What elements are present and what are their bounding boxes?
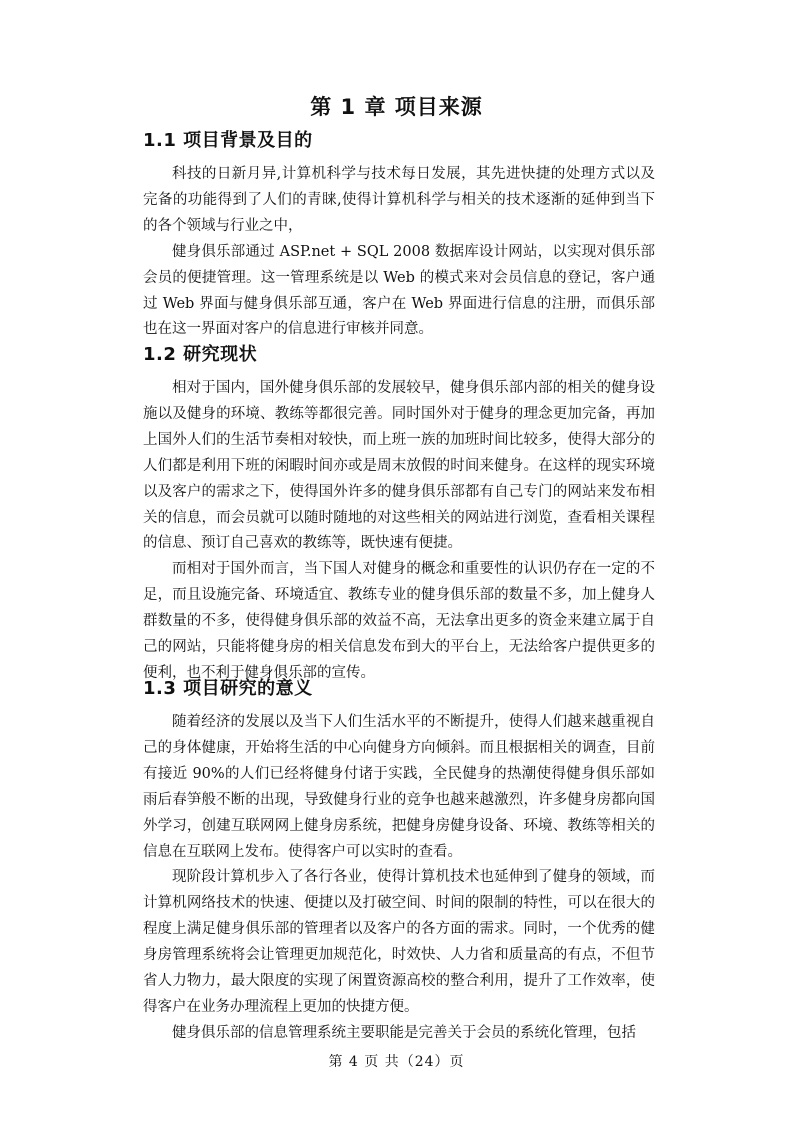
section-body-1-3 bbox=[143, 710, 655, 1047]
paragraph: 健身俱乐部的信息管理系统主要职能是完善关于会员的系统化管理，包括 bbox=[172, 1024, 636, 1041]
section-title-1-3: 1.3 项目研究的意义 bbox=[143, 678, 313, 699]
section-title-1-2: 1.2 研究现状 bbox=[143, 344, 258, 365]
paragraph: 健身俱乐部通过 ASP.net + SQL 2008 数据库设计网站，以实现对俱乐部会员的便捷管理。这一管理系统是以 Web 的模式来对会员信息的登记，客户通过 Web 界面与健身俱乐部互通，客户在 Web 界面进行信息的注册，而俱乐部也在这一界面对客户的信息进行审核并同意。 bbox=[143, 243, 655, 338]
paragraph: 而相对于国外而言，当下国人对健身的概念和重要性的认识仍存在一定的不足，而且设施完备、环境适宜、教练专业的健身俱乐部的数量不多，加上健身人群数量的不多，使得健身俱乐部的效益不高，无法拿出更多的资金来建立属于自己的网站，只能将健身房的相关信息发布到大的平台上，无法给客户提供更多的便利，也不利于健身俱乐部的宣传。 bbox=[143, 561, 655, 681]
page-footer: 第 4 页 共（24）页 bbox=[328, 1054, 465, 1070]
section-title-1-1: 1.1 项目背景及目的 bbox=[143, 130, 313, 151]
section-body-1-2 bbox=[143, 376, 655, 687]
paragraph: 相对于国内，国外健身俱乐部的发展较早，健身俱乐部内部的相关的健身设施以及健身的环境、教练等都很完善。同时国外对于健身的理念更加完备，再加上国外人们的生活节奏相对较快，而上班一族的加班时间比较多，使得大部分的人们都是利用下班的闲暇时间亦或是周末放假的时间来健身。在这样的现实环境以及客户的需求之下，使得国外许多的健身俱乐部都有自己专门的网站来发布相关的信息，而会员就可以随时随地的对这些相关的网站进行浏览，查看相关课程的信息、预订自己喜欢的教练等，既快速有便捷。 bbox=[143, 380, 655, 552]
section-body-1-1 bbox=[143, 162, 655, 343]
paragraph: 随着经济的发展以及当下人们生活水平的不断提升，使得人们越来越重视自己的身体健康，开始将生活的中心向健身方向倾斜。而且根据相关的调查，目前有接近 90%的人们已经将健身付诸于实践，全民健身的热潮使得健身俱乐部如雨后春笋般不断的出现，导致健身行业的竞争也越来越激烈，许多健身房都向国外学习，创建互联网网上健身房系统，把健身房健身设备、环境、教练等相关的信息在互联网上发布。使得客户可以实时的查看。 bbox=[143, 714, 655, 860]
paragraph: 科技的日新月异,计算机科学与技术每日发展，其先进快捷的处理方式以及完备的功能得到了人们的青睐,使得计算机科学与相关的技术逐渐的延伸到当下的各个领域与行业之中， bbox=[143, 166, 655, 234]
chapter-title: 第 1 章 项目来源 bbox=[310, 95, 483, 119]
paragraph: 现阶段计算机步入了各行各业，使得计算机技术也延伸到了健身的领域，而计算机网络技术的快速、便捷以及打破空间、时间的限制的特性，可以在很大的程度上满足健身俱乐部的管理者以及客户的各方面的需求。同时，一个优秀的健身房管理系统将会让管理更加规范化，时效快、人力省和质量高的有点，不但节省人力物力，最大限度的实现了闲置资源高校的整合利用，提升了工作效率，使得客户在业务办理流程上更加的快捷方便。 bbox=[143, 869, 655, 1015]
